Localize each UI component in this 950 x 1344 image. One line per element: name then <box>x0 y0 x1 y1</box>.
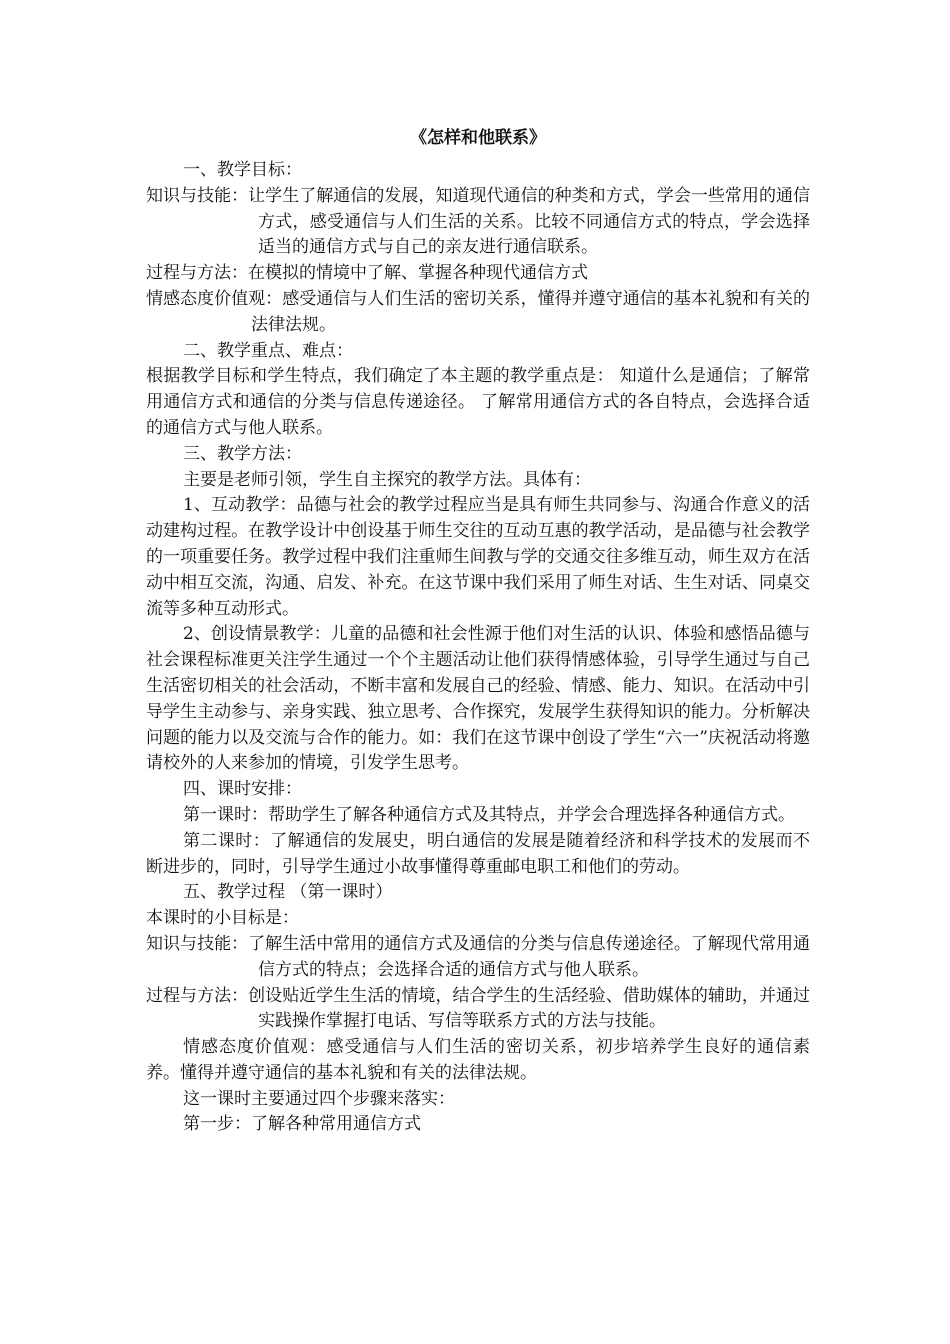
method-interactive: 1、互动教学：品德与社会的教学过程应当是具有师生共同参与、沟通合作意义的活动建构过程。在教学设计中创设基于师生交往的互动互惠的教学活动，是品德与社会教学的一项重要任务。教学过程中我们注重师生间教与学的交通交往多维互动，师生双方在活动中相互交流，沟通、启发、补充。在这节课中我们采用了师生对话、生生对话、同桌交流等多种互动形式。 <box>146 495 810 619</box>
process-step-1: 第一步：了解各种常用通信方式 <box>183 1114 421 1135</box>
key-points-body: 根据教学目标和学生特点，我们确定了本主题的教学重点是： 知道什么是通信；了解常用通信方式和通信的分类与信息传递途径。 了解常用通信方式的各自特点，会选择合适的通信方式与他人联系。 <box>146 366 810 438</box>
section-heading-schedule: 四、课时安排： <box>183 779 302 800</box>
document-title: 《怎样和他联系》 <box>410 128 546 148</box>
process-goal-process: 过程与方法：创设贴近学生生活的情境，结合学生的生活经验、借助媒体的辅助，并通过实践操作掌握打电话、写信等联系方式的方法与技能。 <box>146 985 810 1032</box>
method-situational: 2、创设情景教学：儿童的品德和社会性源于他们对生活的认识、体验和感悟品德与社会课程标准更关注学生通过一个个主题活动让他们获得情感体验，引导学生通过与自己生活密切相关的社会活动，不断丰富和发展自己的经验、情感、能力、知识。在活动中引导学生主动参与、亲身实践、独立思考、合作探究，发展学生获得知识的能力。分析解决问题的能力以及交流与合作的能力。如：我们在这节课中创设了学生“六一”庆祝活动将邀请校外的人来参加的情境，引发学生思考。 <box>146 624 810 774</box>
process-goal-intro: 本课时的小目标是： <box>146 908 299 929</box>
section-heading-key-points: 二、教学重点、难点： <box>183 340 353 361</box>
objective-emotion: 情感态度价值观：感受通信与人们生活的密切关系，懂得并遵守通信的基本礼貌和有关的法律法规。 <box>146 288 810 335</box>
process-steps-intro: 这一课时主要通过四个步骤来落实： <box>183 1088 455 1109</box>
process-goal-knowledge: 知识与技能：了解生活中常用的通信方式及通信的分类与信息传递途径。了解现代常用通信方式的特点；会选择合适的通信方式与他人联系。 <box>146 933 810 980</box>
methods-intro: 主要是老师引领，学生自主探究的教学方法。具体有： <box>183 469 591 490</box>
objective-knowledge: 知识与技能：让学生了解通信的发展，知道现代通信的种类和方式，学会一些常用的通信方式，感受通信与人们生活的关系。比较不同通信方式的特点，学会选择适当的通信方式与自己的亲友进行通信联系。 <box>146 185 810 258</box>
document-page <box>146 126 810 1138</box>
section-heading-process: 五、教学过程 （第一课时） <box>183 882 393 903</box>
objective-process: 过程与方法：在模拟的情境中了解、掌握各种现代通信方式 <box>146 263 588 284</box>
section-heading-methods: 三、教学方法： <box>183 443 302 464</box>
section-heading-objectives: 一、教学目标： <box>183 160 302 180</box>
schedule-lesson-2: 第二课时：了解通信的发展史，明白通信的发展是随着经济和科学技术的发展而不断进步的，同时，引导学生通过小故事懂得尊重邮电职工和他们的劳动。 <box>146 830 810 877</box>
schedule-lesson-1: 第一课时：帮助学生了解各种通信方式及其特点，并学会合理选择各种通信方式。 <box>183 804 795 825</box>
process-goal-emotion: 情感态度价值观：感受通信与人们生活的密切关系，初步培养学生良好的通信素养。懂得并遵守通信的基本礼貌和有关的法律法规。 <box>146 1037 810 1083</box>
